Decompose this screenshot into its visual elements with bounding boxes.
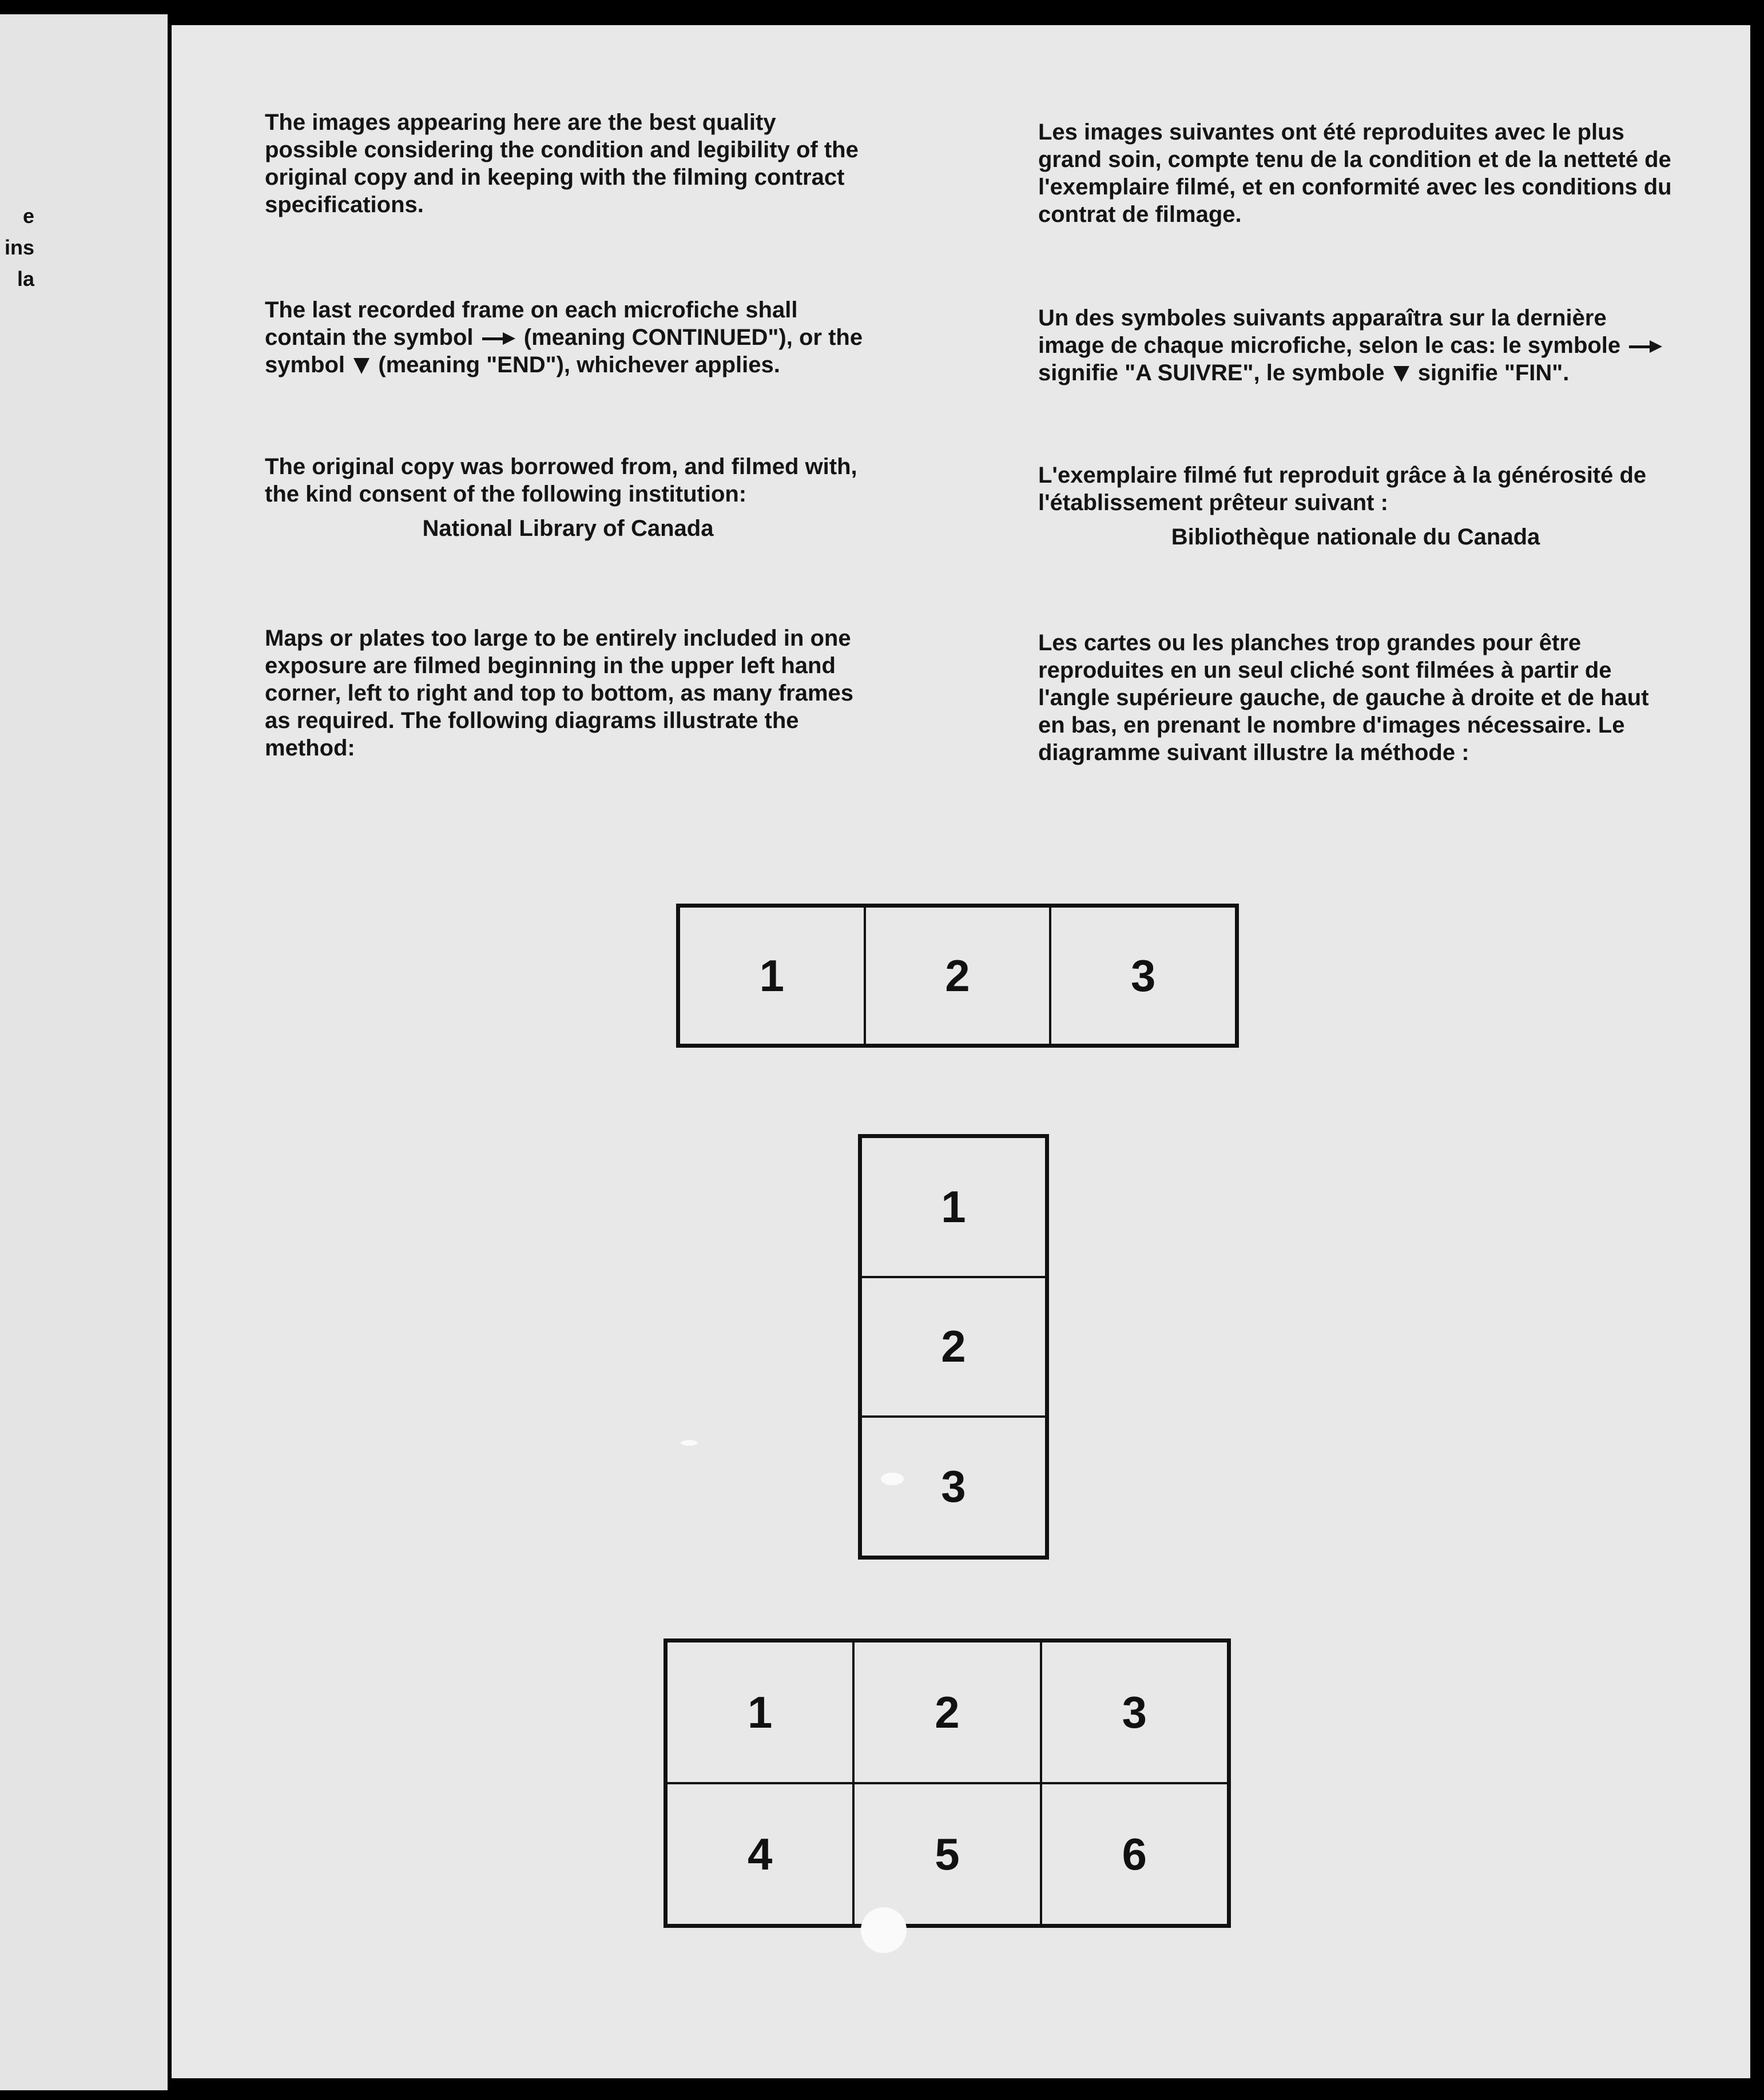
frame-cell: 3 — [1041, 1641, 1228, 1783]
french-institution: Bibliothèque nationale du Canada — [1171, 524, 1540, 550]
english-para-origin — [265, 453, 871, 542]
dust-speck — [861, 1907, 907, 1953]
dust-speck — [881, 1473, 904, 1485]
french-para-symbols — [1038, 304, 1673, 387]
french-para-maps — [1038, 629, 1673, 766]
french-p4: Les cartes ou les planches trop grandes pour être reproduites en un seul cliché sont filmées à partir de l'angle supérieure gauche, de gauche à droite et de haut en bas, en prenant le nombre d'images nécessaire. Le diagramme suivant illustre la méthode : — [1038, 630, 1649, 765]
frame-cell: 3 — [1050, 906, 1236, 1045]
english-p2-part1: The last recorded frame on each microfiche shall contain the symbol — [265, 297, 798, 350]
left-page-text — [0, 200, 34, 295]
frame-cell: 6 — [1041, 1783, 1228, 1925]
left-line: ins — [4, 236, 34, 259]
frame-cell: 2 — [853, 1641, 1040, 1783]
frame-cell: 2 — [861, 1277, 1046, 1417]
arrow-right-icon — [482, 335, 515, 343]
english-p2-part4: (meaning "END"), whichever applies. — [378, 352, 780, 377]
french-p2-part1: Un des symboles suivants apparaîtra sur la dernière image de chaque microfiche, selon le cas: le symbole — [1038, 305, 1621, 358]
french-p1: Les images suivantes ont été reproduites avec le plus grand soin, compte tenu de la condition et de la netteté de l'exemplaire filmé, et en conformité avec les conditions du contrat de filmage. — [1038, 120, 1672, 227]
english-p3: The original copy was borrowed from, and filmed with, the kind consent of the following institution: — [265, 454, 857, 507]
english-para-symbols — [265, 296, 871, 379]
english-institution: National Library of Canada — [422, 516, 714, 541]
frame-cell: 5 — [853, 1783, 1040, 1925]
dust-speck — [681, 1440, 698, 1446]
frame-cell: 4 — [666, 1783, 853, 1925]
english-p2-part2: (meaning CONTINUED"), — [523, 325, 793, 350]
frame-cell: 1 — [861, 1137, 1046, 1277]
left-page-fragment — [0, 14, 168, 2090]
frame-cell: 1 — [666, 1641, 853, 1783]
triangle-down-icon — [1393, 366, 1409, 382]
french-para-origin — [1038, 462, 1673, 551]
triangle-down-icon — [353, 358, 370, 374]
english-p2-part3: or the symbol — [265, 325, 863, 377]
french-p2-part2: signifie "A SUIVRE", le symbole — [1038, 360, 1385, 385]
diagram-grid — [664, 1638, 1231, 1928]
left-line: la — [17, 267, 34, 291]
frame-cell: 1 — [679, 906, 865, 1045]
french-p2-part3: signifie "FIN". — [1417, 360, 1570, 385]
french-p3: L'exemplaire filmé fut reproduit grâce à la générosité de l'établissement prêteur suivant : — [1038, 463, 1647, 515]
diagram-vertical — [858, 1134, 1049, 1560]
english-p1: The images appearing here are the best quality possible considering the condition and legibility of the original copy and in keeping with the filming contract specifications. — [265, 110, 859, 217]
arrow-right-icon — [1629, 343, 1662, 351]
left-line: e — [22, 204, 34, 228]
frame-cell: 3 — [861, 1417, 1046, 1557]
diagram-horizontal — [676, 904, 1239, 1048]
english-para-quality — [265, 109, 871, 218]
english-para-maps — [265, 625, 871, 762]
frame-cell: 2 — [865, 906, 1051, 1045]
english-p4: Maps or plates too large to be entirely included in one exposure are filmed beginning in the upper left hand corner, left to right and top to bottom, as many frames as required. The following diagrams illustrate the method: — [265, 626, 854, 761]
french-para-quality — [1038, 118, 1673, 228]
